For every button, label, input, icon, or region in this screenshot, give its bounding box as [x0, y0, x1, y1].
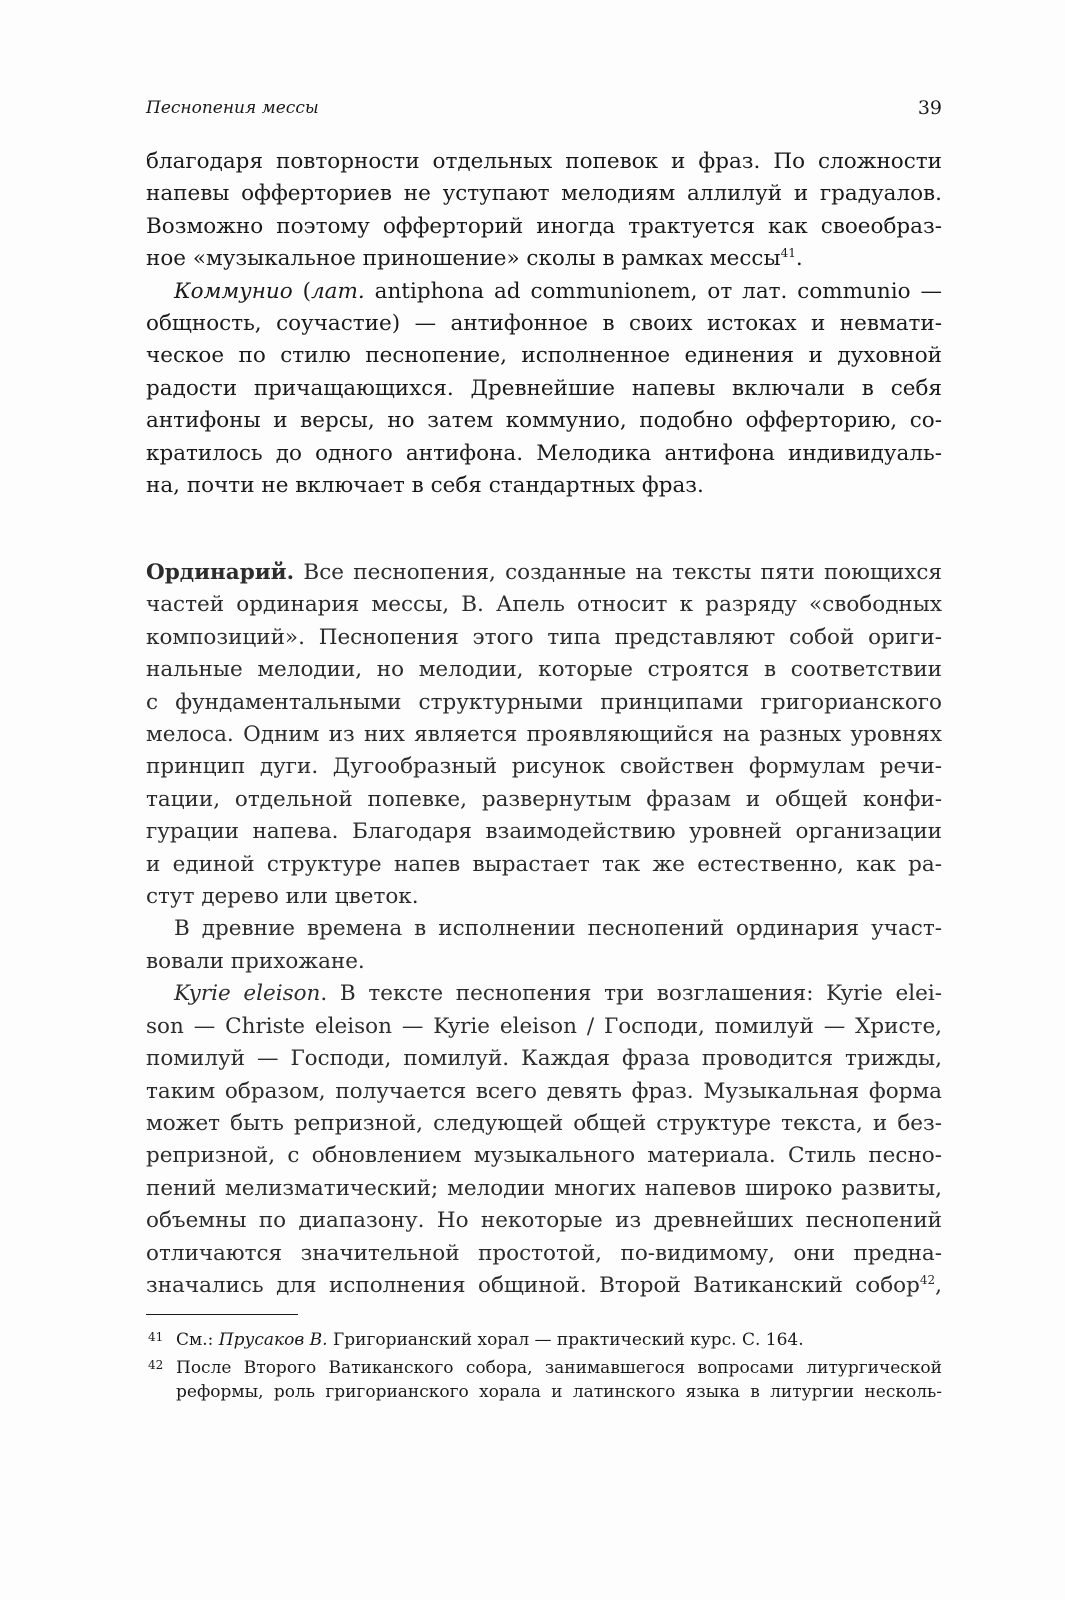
footnote-line: реформы, роль григорианского хорала и латинского языка в литургии несколь-: [176, 1382, 942, 1402]
text-line: [146, 978, 942, 1010]
text-line: стут дерево или цветок.: [146, 884, 419, 910]
footnote-line: После Второго Ватиканского собора, занимавшегося вопросами литургической: [176, 1358, 942, 1378]
section-heading: Ординарий.: [146, 560, 295, 585]
text-line: [146, 1270, 942, 1302]
footnote-text: [146, 1356, 942, 1404]
text-line: благодаря повторности отдельных попевок и фраз. По сложности: [146, 149, 942, 174]
text-line: В древние времена в исполнении песнопений ординария участ-: [174, 916, 942, 942]
text-line: [146, 243, 942, 275]
text-line: антифоны и версы, но затем коммунио, подобно офферторию, со-: [146, 408, 942, 434]
footnote-41: [146, 1328, 942, 1352]
paragraph-parishioners: [146, 913, 942, 978]
text-fragment: (: [292, 278, 311, 304]
text-line: и единой структуре напев вырастает так же естественно, как ра-: [146, 851, 942, 877]
text-line: репризной, с обновлением музыкального материала. Стиль песно-: [146, 1143, 942, 1169]
text-fragment: См.:: [176, 1330, 219, 1350]
text-line: с фундаментальными структурными принципами григорианского: [146, 689, 942, 715]
paragraph-offertory: [146, 146, 942, 276]
text-fragment: antiphona ad communionem, от лат. communio —: [364, 278, 942, 304]
footnote-ref[interactable]: 42: [919, 1272, 936, 1287]
text-line: на, почти не включает в себя стандартных фраз.: [146, 473, 704, 499]
chapter-title: Песнопения мессы: [146, 98, 319, 118]
text-line: напевы офферториев не уступают мелодиям аллилуй и градуалов.: [146, 181, 942, 207]
paragraph-ordinary: [146, 557, 942, 913]
text-line: [146, 276, 942, 308]
abbr-lat: лат.: [310, 278, 365, 304]
text-fragment: значались для исполнения общиной. Второй Ватиканский собор: [146, 1272, 920, 1298]
text-line: пений мелизматический; мелодии многих напевов широко развиты,: [146, 1175, 942, 1201]
text-fragment: . В тексте песнопения три возглашения: Kyrie elei-: [320, 981, 942, 1007]
text-line: общность, соучастие) — антифонное в своих истоках и невмати-: [146, 311, 942, 337]
paragraph-kyrie: [146, 978, 942, 1302]
text-line: мелоса. Одним из них является проявляющийся на разных уровнях: [146, 722, 942, 748]
term-kyrie: Kyrie eleison: [174, 981, 321, 1007]
footnote-author: Прусаков В.: [218, 1330, 328, 1350]
book-page: [146, 0, 942, 1600]
text-line: Возможно поэтому офферторий иногда трактуется как своеобраз-: [146, 213, 942, 239]
footnote-ref[interactable]: 41: [780, 246, 796, 261]
text-line: тации, отдельной попевке, развернутым фразам и общей конфи-: [146, 786, 942, 812]
text-line: частей ординария мессы, В. Апель относит к разряду «свободных: [146, 592, 942, 618]
footnote-42: [146, 1356, 942, 1404]
text-line: son — Christe eleison — Kyrie eleison / Господи, помилуй — Христе,: [146, 1013, 942, 1039]
text-line: композиций». Песнопения этого типа представляют собой ориги-: [146, 624, 942, 650]
footnote-number: 41: [148, 1330, 164, 1344]
text-fragment: Григорианский хорал — практический курс. С. 164.: [327, 1330, 804, 1350]
text-line: кратилось до одного антифона. Мелодика антифона индивидуаль-: [146, 440, 942, 466]
text-fragment: ное «музыкальное приношение» сколы в рамках мессы: [146, 246, 781, 272]
text-line: может быть репризной, следующей общей структуре текста, и без-: [146, 1110, 942, 1136]
footnote-text: [146, 1328, 942, 1352]
text-line: радости причащающихся. Древнейшие напевы включали в себя: [146, 375, 942, 401]
paragraph-communio: [146, 276, 942, 503]
text-line: вовали прихожане.: [146, 948, 365, 974]
term-communio: Коммунио: [174, 278, 293, 304]
text-fragment: ,: [935, 1272, 942, 1298]
text-line: гурации напева. Благодаря взаимодействию уровней организации: [146, 819, 942, 845]
running-head: [146, 97, 942, 119]
text-fragment: .: [795, 246, 803, 272]
text-line: принцип дуги. Дугообразный рисунок свойствен формулам речи-: [146, 754, 942, 780]
page-number: 39: [917, 97, 942, 119]
text-line: [146, 557, 942, 589]
text-line: ческое по стилю песнопение, исполненное единения и духовной: [146, 343, 942, 369]
text-line: объемны по диапазону. Но некоторые из древнейших песнопений: [146, 1208, 942, 1234]
text-line: таким образом, получается всего девять фраз. Музыкальная форма: [146, 1078, 942, 1104]
text-block-offertory-communio: [146, 146, 942, 502]
footnote-number: 42: [148, 1358, 164, 1372]
text-line: помилуй — Господи, помилуй. Каждая фраза проводится трижды,: [146, 1046, 942, 1072]
text-block-ordinary: [146, 557, 942, 1302]
text-line: отличаются значительной простотой, по-видимому, они предна-: [146, 1240, 942, 1266]
text-line: нальные мелодии, но мелодии, которые строятся в соответствии: [146, 657, 942, 683]
footnote-divider: [146, 1314, 298, 1315]
text-fragment: Все песнопения, созданные на тексты пяти поющихся: [294, 560, 942, 585]
